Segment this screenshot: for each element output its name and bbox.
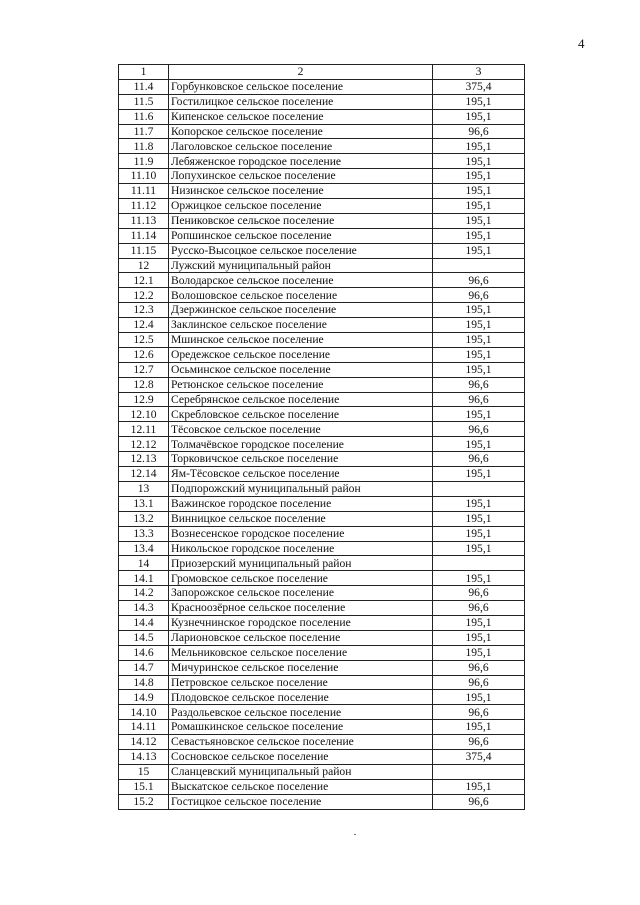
table-header-row	[119, 65, 525, 80]
row-value: 195,1	[433, 169, 525, 184]
row-value: 96,6	[433, 377, 525, 392]
row-name: Сосновское сельское поселение	[169, 749, 433, 764]
row-name: Заклинское сельское поселение	[169, 318, 433, 333]
row-value	[433, 481, 525, 496]
row-value: 195,1	[433, 184, 525, 199]
table-row	[119, 794, 525, 809]
table-row	[119, 720, 525, 735]
table-row	[119, 437, 525, 452]
row-name: Сланцевский муниципальный район	[169, 764, 433, 779]
row-value: 195,1	[433, 407, 525, 422]
row-name: Кузнечнинское городское поселение	[169, 615, 433, 630]
row-name: Громовское сельское поселение	[169, 571, 433, 586]
row-value: 96,6	[433, 392, 525, 407]
row-value: 195,1	[433, 303, 525, 318]
row-name: Скребловское сельское поселение	[169, 407, 433, 422]
table-row	[119, 749, 525, 764]
row-number: 12.13	[119, 452, 169, 467]
row-name: Лужский муниципальный район	[169, 258, 433, 273]
row-value: 195,1	[433, 213, 525, 228]
row-value: 96,6	[433, 735, 525, 750]
table-row	[119, 333, 525, 348]
row-number: 14.8	[119, 675, 169, 690]
table-row	[119, 601, 525, 616]
table-row	[119, 645, 525, 660]
row-name: Плодовское сельское поселение	[169, 690, 433, 705]
row-number: 12	[119, 258, 169, 273]
scan-speck	[354, 834, 356, 835]
row-name: Кипенское сельское поселение	[169, 109, 433, 124]
row-value: 195,1	[433, 154, 525, 169]
row-value: 96,6	[433, 273, 525, 288]
row-name: Севастьяновское сельское поселение	[169, 735, 433, 750]
row-value: 195,1	[433, 630, 525, 645]
row-number: 12.11	[119, 422, 169, 437]
table-row	[119, 660, 525, 675]
allocation-table	[118, 64, 525, 810]
row-number: 11.4	[119, 79, 169, 94]
table-row	[119, 511, 525, 526]
row-number: 13.3	[119, 526, 169, 541]
row-number: 11.7	[119, 124, 169, 139]
row-number: 12.14	[119, 467, 169, 482]
table-row	[119, 243, 525, 258]
row-name: Подпорожский муниципальный район	[169, 481, 433, 496]
row-name: Пениковское сельское поселение	[169, 213, 433, 228]
row-value: 195,1	[433, 228, 525, 243]
table-row	[119, 377, 525, 392]
table-row	[119, 467, 525, 482]
row-number: 12.6	[119, 347, 169, 362]
row-name: Лебяженское городское поселение	[169, 154, 433, 169]
row-name: Торковичское сельское поселение	[169, 452, 433, 467]
table-row	[119, 199, 525, 214]
row-value: 375,4	[433, 79, 525, 94]
row-number: 11.5	[119, 94, 169, 109]
row-name: Володарское сельское поселение	[169, 273, 433, 288]
row-value: 195,1	[433, 333, 525, 348]
table-row	[119, 94, 525, 109]
row-number: 12.5	[119, 333, 169, 348]
row-value: 96,6	[433, 601, 525, 616]
row-value: 96,6	[433, 124, 525, 139]
row-number: 14.3	[119, 601, 169, 616]
row-value: 96,6	[433, 422, 525, 437]
table-row	[119, 615, 525, 630]
table-row	[119, 452, 525, 467]
column-header-name: 2	[169, 65, 433, 80]
table-row	[119, 288, 525, 303]
row-value: 375,4	[433, 749, 525, 764]
row-number: 14.11	[119, 720, 169, 735]
row-name: Вознесенское городское поселение	[169, 526, 433, 541]
table-row	[119, 228, 525, 243]
table-row	[119, 764, 525, 779]
row-value: 195,1	[433, 318, 525, 333]
row-name: Дзержинское сельское поселение	[169, 303, 433, 318]
row-name: Оредежское сельское поселение	[169, 347, 433, 362]
row-number: 12.1	[119, 273, 169, 288]
row-number: 11.11	[119, 184, 169, 199]
table-row	[119, 169, 525, 184]
row-number: 12.8	[119, 377, 169, 392]
row-name: Винницкое сельское поселение	[169, 511, 433, 526]
table-row	[119, 705, 525, 720]
row-name: Гостилицкое сельское поселение	[169, 94, 433, 109]
row-number: 12.7	[119, 362, 169, 377]
row-name: Ропшинское сельское поселение	[169, 228, 433, 243]
row-number: 11.6	[119, 109, 169, 124]
row-name: Приозерский муниципальный район	[169, 556, 433, 571]
table-row	[119, 124, 525, 139]
row-value: 195,1	[433, 526, 525, 541]
table-row	[119, 690, 525, 705]
table-row	[119, 109, 525, 124]
row-name: Осьминское сельское поселение	[169, 362, 433, 377]
row-number: 15.1	[119, 779, 169, 794]
row-value: 195,1	[433, 779, 525, 794]
row-name: Низинское сельское поселение	[169, 184, 433, 199]
row-number: 14.13	[119, 749, 169, 764]
row-value: 96,6	[433, 660, 525, 675]
table-row	[119, 556, 525, 571]
row-name: Оржицкое сельское поселение	[169, 199, 433, 214]
row-number: 13.2	[119, 511, 169, 526]
row-value: 195,1	[433, 362, 525, 377]
row-number: 13.4	[119, 541, 169, 556]
row-value: 96,6	[433, 794, 525, 809]
row-name: Ларионовское сельское поселение	[169, 630, 433, 645]
row-number: 11.10	[119, 169, 169, 184]
row-number: 14.1	[119, 571, 169, 586]
table-row	[119, 779, 525, 794]
row-value: 195,1	[433, 571, 525, 586]
table-body	[119, 65, 525, 810]
row-value: 195,1	[433, 720, 525, 735]
row-value: 195,1	[433, 199, 525, 214]
row-number: 12.9	[119, 392, 169, 407]
row-name: Петровское сельское поселение	[169, 675, 433, 690]
row-value	[433, 556, 525, 571]
row-number: 11.14	[119, 228, 169, 243]
row-name: Лаголовское сельское поселение	[169, 139, 433, 154]
row-name: Лопухинское сельское поселение	[169, 169, 433, 184]
table-row	[119, 273, 525, 288]
row-number: 12.10	[119, 407, 169, 422]
row-number: 14.6	[119, 645, 169, 660]
table-row	[119, 496, 525, 511]
table-row	[119, 139, 525, 154]
table-row	[119, 303, 525, 318]
row-value: 96,6	[433, 675, 525, 690]
table-row	[119, 407, 525, 422]
page-number: 4	[578, 36, 585, 51]
row-number: 11.8	[119, 139, 169, 154]
row-value: 195,1	[433, 690, 525, 705]
row-value: 195,1	[433, 139, 525, 154]
row-value: 195,1	[433, 615, 525, 630]
table-row	[119, 318, 525, 333]
row-name: Раздольевское сельское поселение	[169, 705, 433, 720]
table-row	[119, 481, 525, 496]
table-row	[119, 630, 525, 645]
row-name: Никольское городское поселение	[169, 541, 433, 556]
row-name: Серебрянское сельское поселение	[169, 392, 433, 407]
row-value: 195,1	[433, 496, 525, 511]
row-value: 195,1	[433, 94, 525, 109]
row-number: 12.12	[119, 437, 169, 452]
row-value: 96,6	[433, 586, 525, 601]
row-name: Копорское сельское поселение	[169, 124, 433, 139]
row-value	[433, 764, 525, 779]
table-row	[119, 184, 525, 199]
row-number: 14.2	[119, 586, 169, 601]
row-number: 13	[119, 481, 169, 496]
table-row	[119, 586, 525, 601]
row-value: 195,1	[433, 243, 525, 258]
row-name: Важинское городское поселение	[169, 496, 433, 511]
row-number: 14.10	[119, 705, 169, 720]
table-row	[119, 735, 525, 750]
row-number: 11.9	[119, 154, 169, 169]
row-number: 15.2	[119, 794, 169, 809]
table-row	[119, 362, 525, 377]
table-row	[119, 675, 525, 690]
row-value: 195,1	[433, 109, 525, 124]
table-row	[119, 347, 525, 362]
row-name: Выскатское сельское поселение	[169, 779, 433, 794]
table-row	[119, 213, 525, 228]
row-number: 14.12	[119, 735, 169, 750]
column-header-value: 3	[433, 65, 525, 80]
row-value: 96,6	[433, 288, 525, 303]
row-value: 195,1	[433, 467, 525, 482]
row-name: Русско-Высоцкое сельское поселение	[169, 243, 433, 258]
row-name: Красноозёрное сельское поселение	[169, 601, 433, 616]
table-row	[119, 392, 525, 407]
row-number: 11.12	[119, 199, 169, 214]
row-number: 14.5	[119, 630, 169, 645]
row-number: 14.9	[119, 690, 169, 705]
row-value: 195,1	[433, 437, 525, 452]
row-name: Ромашкинское сельское поселение	[169, 720, 433, 735]
row-number: 14.4	[119, 615, 169, 630]
row-name: Ретюнское сельское поселение	[169, 377, 433, 392]
row-value: 195,1	[433, 645, 525, 660]
row-name: Ям-Тёсовское сельское поселение	[169, 467, 433, 482]
table-row	[119, 258, 525, 273]
row-value: 195,1	[433, 541, 525, 556]
row-name: Мичуринское сельское поселение	[169, 660, 433, 675]
row-name: Толмачёвское городское поселение	[169, 437, 433, 452]
row-name: Волошовское сельское поселение	[169, 288, 433, 303]
row-name: Гостицкое сельское поселение	[169, 794, 433, 809]
row-number: 12.3	[119, 303, 169, 318]
row-name: Горбунковское сельское поселение	[169, 79, 433, 94]
table-row	[119, 571, 525, 586]
row-number: 12.4	[119, 318, 169, 333]
row-value: 96,6	[433, 705, 525, 720]
column-header-number: 1	[119, 65, 169, 80]
table-row	[119, 541, 525, 556]
table-row	[119, 526, 525, 541]
row-value: 195,1	[433, 511, 525, 526]
row-number: 14	[119, 556, 169, 571]
table-row	[119, 422, 525, 437]
table-row	[119, 79, 525, 94]
row-number: 11.15	[119, 243, 169, 258]
row-name: Мшинское сельское поселение	[169, 333, 433, 348]
table-row	[119, 154, 525, 169]
row-number: 11.13	[119, 213, 169, 228]
row-number: 12.2	[119, 288, 169, 303]
row-number: 15	[119, 764, 169, 779]
row-name: Тёсовское сельское поселение	[169, 422, 433, 437]
row-number: 14.7	[119, 660, 169, 675]
row-number: 13.1	[119, 496, 169, 511]
row-name: Мельниковское сельское поселение	[169, 645, 433, 660]
row-name: Запорожское сельское поселение	[169, 586, 433, 601]
row-value: 96,6	[433, 452, 525, 467]
row-value	[433, 258, 525, 273]
row-value: 195,1	[433, 347, 525, 362]
